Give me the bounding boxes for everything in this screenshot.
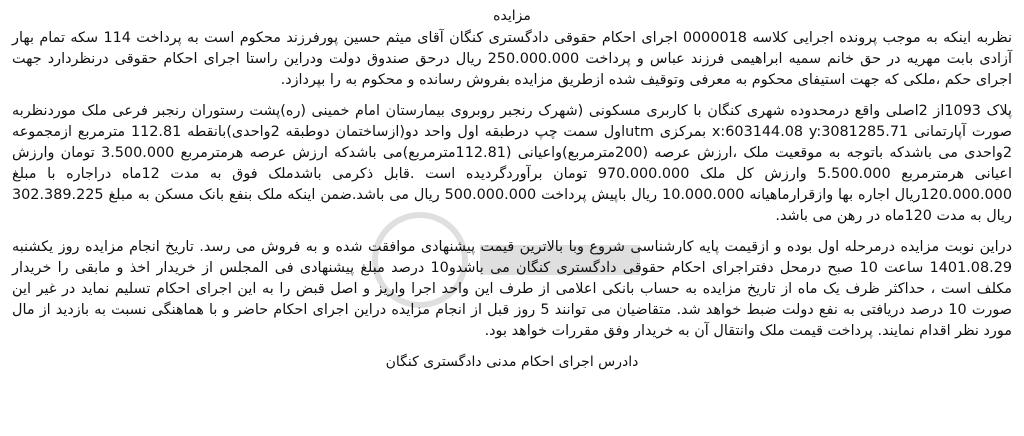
notice-paragraph-3: دراین نوبت مزایده درمرحله اول بوده و ازقیمت پایه کارشناسی شروع وبا بالاترین قیمت پیشنهادی موافقت شده و به فروش می رسد. تاریخ انجام مزایده روز یکشنبه 1401.08.29 ساعت 10 صبح درمحل دفتراجرای احکام حقوقی دادگستری کنگان می باشدو10 درصد مبلغ پیشنهادی فی المجلس از خریدار اخذ و مابقی را خریدار مکلف است ، حداکثر ظرف یک ماه از تاریخ مزایده به حساب بانکی اعلامی از طرف این واحد اجرا واریز و اصل قبض را به این اجرای احکام تسلیم نماید در غیر این صورت 10 درصد دریافتی به نفع دولت ضبط خواهد شد. متقاضیان می توانند 5 روز قبل از انجام مزایده دراین اجرای احکام حاضر و با هماهنگی نسبت به بازدید از مال مورد نظر اقدام نمایند. پرداخت قیمت ملک وانتقال آن به خریدار وفق مقررات خواهد بود. <box>12 239 1013 339</box>
notice-paragraph-2: پلاک 1093از 2اصلی واقع درمحدوده شهری کنگان با کاربری مسکونی (شهرک رنجبر روبروی بیمارستان امام خمینی (ره)پشت رستوران رنجبر فرعی ملک موردنظربه صورت آپارتمانی x:603144.08 y:3081285.71 بمرکزی utmاول سمت چپ درطبقه اول واحد دو(ازساختمان دوطبقه 2واحدی)بانقطه 112.81 مترمربع ازمجموعه 2واحدی می باشدکه باتوجه به موقعیت ملک ،ارزش عرصه (200مترمربع)واعیانی (112.81مترمربع)می باشدکه ارزش عرصه هرمترمربع 3.500.000 تومان وارزش اعیانی هرمترمربع 5.500.000 وارزش کل ملک 970.000.000 تومان برآوردگردیده است .قابل ذکرمی باشدملک فوق به مدت 12ماه دراجاره با مبلغ 120.000.000ریال اجاره بها وازقرارماهیانه 10.000.000 ریال باپیش پرداخت 500.000.000 ریال می باشد.ضمن اینکه ملک بنفع بانک مسکن به مبلغ 302.389.225 ریال به مدت 120ماه در رهن می باشد. <box>12 103 1013 224</box>
notice-paragraph-1: نظربه اینکه به موجب پرونده اجرایی کلاسه 0000018 اجرای احکام حقوقی دادگستری کنگان آقای میثم حسین پورفرزند محکوم است به پرداخت 114 سکه تمام بهار آزادی بابت مهریه در حق خانم سمیه ابراهیمی فرزند عباس و پرداخت 250.000.000 ریال درحق صندوق دولت ودراین راستا اجرای احکام حقوقی درنظردارد جهت اجرای حکم ،ملکی که جهت استیفای محکوم به معرفی وتوقیف شده ازطریق مزایده بفروش رسانده و محکوم به را بپردازد. <box>12 30 1012 88</box>
signature: دادرس اجرای احکام مدنی دادگستری کنگان <box>385 354 639 370</box>
notice-title: مزایده <box>493 8 531 24</box>
